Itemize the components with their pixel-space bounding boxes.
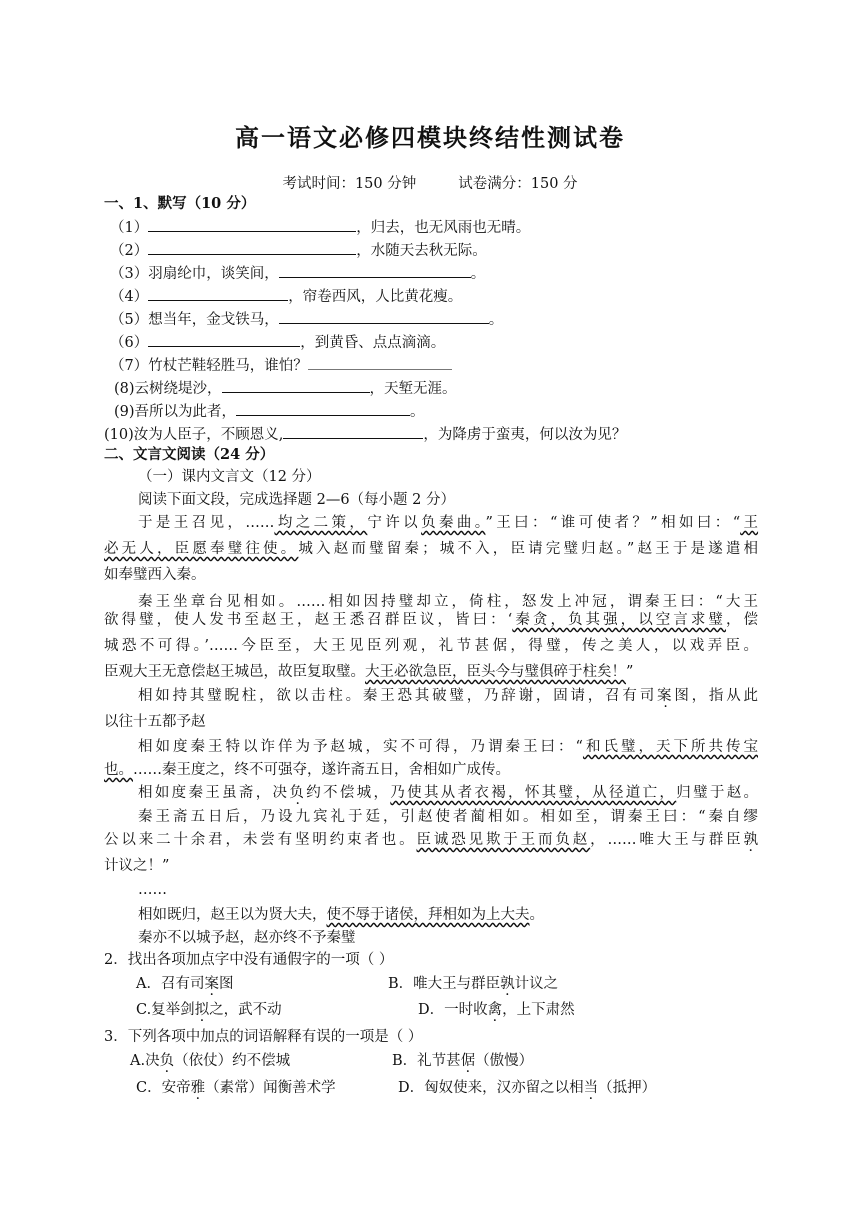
answer-blank[interactable] — [148, 285, 288, 301]
dictation-item-9: (9)吾所以为此者， 。 — [114, 400, 425, 422]
passage-line: 相如持其璧睨柱，欲以击柱。秦王恐其破璧，乃辞谢，固请，召有司案图，指从此 — [138, 688, 759, 704]
passage-line: 相如既归，赵王以为贤大夫，使不辱于诸侯，拜相如为上大夫。 — [138, 907, 544, 923]
dictation-item-8: (8)云树绕堤沙， ，天堑无涯。 — [114, 377, 457, 399]
page-title: 高一语文必修四模块终结性测试卷 — [235, 123, 625, 152]
question-3-stem: 3．下列各项中加点的词语解释有误的一项是（ ） — [104, 1029, 423, 1045]
passage-line: 如奉璧西入秦。 — [104, 567, 206, 583]
answer-blank[interactable] — [148, 239, 356, 255]
passage-line: 也。……秦王度之，终不可强夺，遂许斋五日，舍相如广成传。 — [104, 762, 510, 778]
dictation-item-7: （7）竹杖芒鞋轻胜马，谁怕？ — [110, 354, 452, 376]
passage-line: 欲得璧，使人发书至赵王，赵王悉召群臣议，皆曰：‘秦贪，负其强，以空言求璧，偿 — [104, 612, 759, 628]
passage-line: 秦王坐章台见相如。……相如因持璧却立，倚柱，怒发上冲冠，谓秦王曰：“大王 — [138, 594, 758, 610]
full-score: 试卷满分：150 分 — [458, 176, 578, 192]
section2-subheading: （一）课内文言文（12 分） — [138, 469, 321, 485]
answer-blank[interactable] — [236, 400, 410, 416]
exam-time: 考试时间：150 分钟 — [282, 176, 417, 192]
reading-instruction: 阅读下面文段，完成选择题 2—6（每小题 2 分） — [138, 492, 456, 508]
q3-option-b[interactable]: B．礼节甚倨（傲慢） — [392, 1053, 534, 1069]
q2-option-b[interactable]: B．唯大王与群臣孰计议之 — [388, 976, 559, 992]
passage-line: 相如度秦王虽斋，决负约不偿城，乃使其从者衣褐，怀其璧，从径道亡，归璧于赵。 — [138, 785, 759, 801]
dictation-item-10: (10)汝为人臣子，不顾恩义, ，为降虏于蛮夷，何以汝为见？ — [104, 423, 626, 445]
passage-line: 臣观大王无意偿赵王城邑，故臣复取璧。大王必欲急臣，臣头今与璧俱碎于柱矣！” — [104, 664, 634, 680]
dictation-item-4: （4） ，帘卷西风，人比黄花瘦。 — [110, 285, 462, 307]
passage-line: 城恐不可得。’……今臣至，大王见臣列观，礼节甚倨，得璧，传之美人，以戏弄臣。 — [104, 638, 758, 654]
passage-line: 秦亦不以城予赵，赵亦终不予秦璧 — [138, 930, 356, 946]
passage-line: 于是王召见，……均之二策，宁许以负秦曲。”王曰：“谁可使者？”相如曰：“王 — [138, 515, 759, 531]
q2-option-d[interactable]: D．一时收禽，上下肃然 — [418, 1002, 575, 1018]
dictation-item-5: （5）想当年，金戈铁马， 。 — [110, 308, 503, 330]
passage-ellipsis: …… — [138, 882, 167, 898]
passage-line: 计议之！” — [104, 858, 170, 874]
dictation-item-6: （6） ，到黄昏、点点滴滴。 — [110, 331, 445, 353]
answer-blank[interactable] — [148, 216, 356, 232]
answer-blank[interactable] — [279, 262, 471, 278]
dictation-item-2: （2） ，水随天去秋无际。 — [110, 239, 487, 261]
q2-option-c[interactable]: C.复举剑拟之，武不动 — [136, 1002, 282, 1018]
q2-option-a[interactable]: A．召有司案图 — [136, 976, 234, 992]
answer-blank[interactable] — [283, 423, 423, 439]
passage-line: 秦王斋五日后，乃设九宾礼于廷，引赵使者蔺相如。相如至，谓秦王曰：“秦自缪 — [138, 809, 758, 825]
dictation-item-3: （3）羽扇纶巾，谈笑间， 。 — [110, 262, 485, 284]
dictation-item-1: （1） ，归去，也无风雨也无晴。 — [110, 216, 530, 238]
answer-blank[interactable] — [308, 354, 452, 370]
passage-line: 相如度秦王特以诈佯为予赵城，实不可得，乃谓秦王曰：“和氏璧，天下所共传宝 — [138, 739, 758, 755]
passage-line: 必无人，臣愿奉璧往使。城入赵而璧留秦；城不入，臣请完璧归赵。”赵王于是遂遣相 — [104, 541, 758, 557]
q3-option-a[interactable]: A.决负（依仗）约不偿城 — [130, 1053, 291, 1069]
passage-line: 以往十五都予赵 — [104, 714, 206, 730]
section1-heading: 一、1、默写（10 分） — [104, 195, 256, 212]
question-2-stem: 2．找出各项加点字中没有通假字的一项（ ） — [104, 952, 394, 968]
passage-line: 公以来二十余君，未尝有坚明约束者也。臣诚恐见欺于王而负赵，……唯大王与群臣孰 — [104, 832, 759, 848]
answer-blank[interactable] — [222, 377, 370, 393]
section2-heading: 二、文言文阅读（24 分） — [104, 446, 275, 463]
answer-blank[interactable] — [279, 308, 489, 324]
answer-blank[interactable] — [148, 331, 300, 347]
q3-option-c[interactable]: C．安帝雅（素常）闻衡善术学 — [136, 1080, 336, 1096]
q3-option-d[interactable]: D．匈奴使来，汉亦留之以相当（抵押） — [398, 1080, 657, 1096]
exam-info — [0, 172, 860, 193]
